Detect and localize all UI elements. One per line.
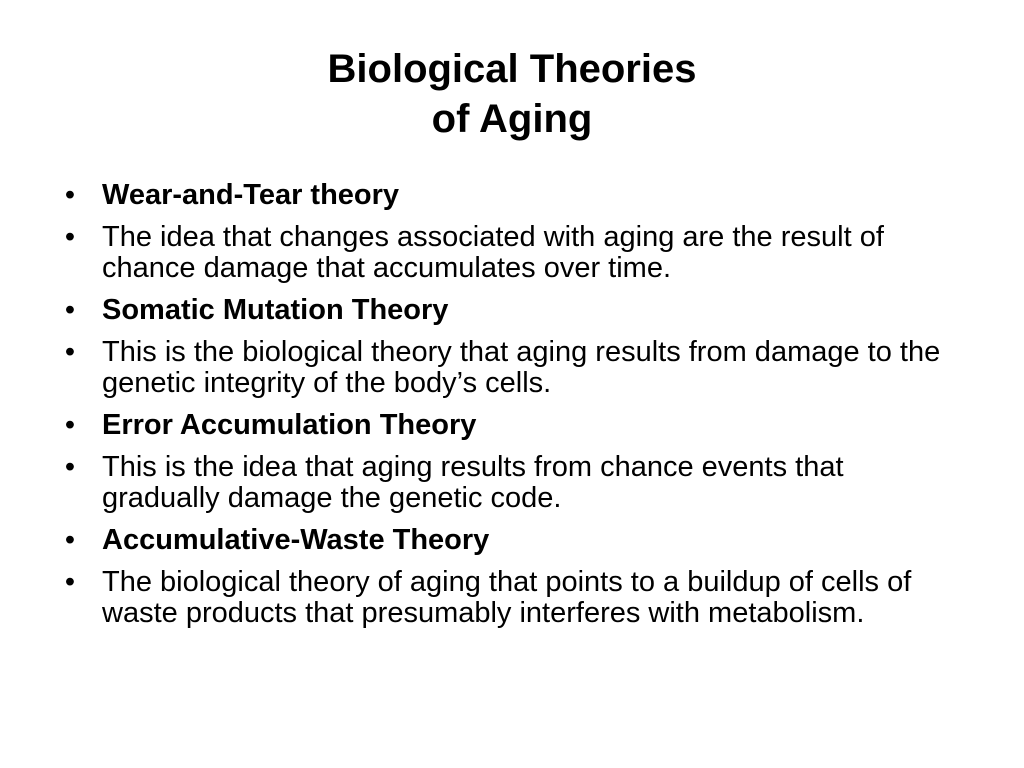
bullet-icon: • xyxy=(64,179,76,211)
bullet-text: Somatic Mutation Theory xyxy=(102,294,449,326)
slide-title xyxy=(0,44,1024,144)
bullet-list xyxy=(60,180,960,640)
bullet-text: Wear-and-Tear theory xyxy=(102,179,400,211)
bullet-icon: • xyxy=(64,294,76,326)
bullet-icon: • xyxy=(64,451,76,483)
bullet-item-somatic-mutation-heading xyxy=(60,295,960,326)
bullet-item-accumulative-waste-heading xyxy=(60,525,960,556)
bullet-text: The biological theory of aging that points to a buildup of cells of waste products that presumably interferes with metabolism. xyxy=(102,566,912,629)
bullet-icon: • xyxy=(64,524,76,556)
bullet-icon: • xyxy=(64,409,76,441)
bullet-text: This is the idea that aging results from chance events that gradually damage the genetic code. xyxy=(102,451,844,514)
bullet-item-wear-and-tear-description xyxy=(60,222,960,284)
bullet-item-accumulative-waste-description xyxy=(60,567,960,629)
bullet-item-wear-and-tear-heading xyxy=(60,180,960,211)
bullet-item-error-accumulation-description xyxy=(60,452,960,514)
bullet-item-error-accumulation-heading xyxy=(60,410,960,441)
bullet-item-somatic-mutation-description xyxy=(60,337,960,399)
bullet-text: Error Accumulation Theory xyxy=(102,409,477,441)
bullet-text: This is the biological theory that aging results from damage to the genetic integrity of the body’s cells. xyxy=(102,336,941,399)
bullet-text: Accumulative-Waste Theory xyxy=(102,524,490,556)
slide-title-line-1: Biological Theories xyxy=(327,47,697,91)
bullet-icon: • xyxy=(64,221,76,253)
slide-title-line-2: of Aging xyxy=(431,97,593,141)
bullet-text: The idea that changes associated with aging are the result of chance damage that accumulates over time. xyxy=(102,221,884,284)
bullet-icon: • xyxy=(64,336,76,368)
bullet-icon: • xyxy=(64,566,76,598)
